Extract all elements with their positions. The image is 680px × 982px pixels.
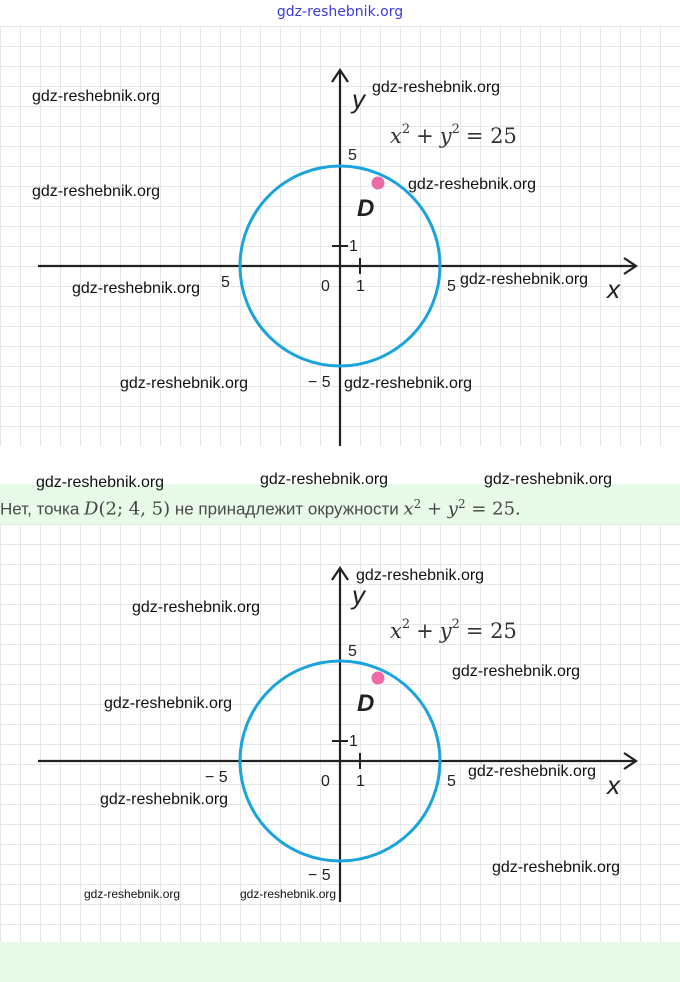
watermark: gdz-reshebnik.org [344,375,473,392]
watermark: gdz-reshebnik.org [452,663,581,680]
tick-y-1-label: 1 [349,733,358,750]
circle-equation: $x^2 + y^2 = 25$ [390,617,517,643]
origin-label: 0 [321,773,330,790]
watermark: gdz-reshebnik.org [240,887,337,901]
point-d [372,177,385,190]
watermark: gdz-reshebnik.org [72,280,201,297]
watermark: gdz-reshebnik.org [468,763,597,780]
tick-y-5-label: 5 [348,643,357,660]
watermark: gdz-reshebnik.org [132,599,261,616]
tick-y-neg5-label: − 5 [308,374,331,391]
answer-text: Нет, точка D(2; 4, 5) не принадлежит окружности $x^2 + y^2 = 25$. [0,497,521,520]
tick-x-5-label: 5 [447,773,456,790]
x-axis-label: x [607,274,620,304]
watermark: gdz-reshebnik.org [84,887,181,901]
tick-x-1-label: 1 [356,278,365,295]
circle-equation: $x^2 + y^2 = 25$ [390,122,517,148]
y-axis-label: y [352,580,365,610]
watermark: gdz-reshebnik.org [32,88,161,105]
circle-diagram-bottom [0,524,680,942]
y-axis-label: y [352,84,365,114]
watermark: gdz-reshebnik.org [408,176,537,193]
watermark: gdz-reshebnik.org [460,271,589,288]
watermark: gdz-reshebnik.org [356,567,485,584]
watermark: gdz-reshebnik.org [260,471,389,488]
tick-y-1-label: 1 [349,238,358,255]
tick-y-neg5-label: − 5 [308,867,331,884]
tick-x-neg5-label: 5 [221,274,230,291]
watermark: gdz-reshebnik.org [32,183,161,200]
watermark: gdz-reshebnik.org [484,471,613,488]
watermark: gdz-reshebnik.org [100,791,229,808]
x-axis-label: x [607,770,620,800]
watermark: gdz-reshebnik.org [104,695,233,712]
tick-x-1-label: 1 [356,773,365,790]
point-d-label: D [357,690,375,717]
site-header-watermark: gdz-reshebnik.org [276,4,404,20]
tick-x-5-label: 5 [447,278,456,295]
watermark: gdz-reshebnik.org [120,375,249,392]
watermark: gdz-reshebnik.org [372,79,501,96]
tick-x-neg5-label: − 5 [205,769,228,786]
diagram-panel-bottom [0,524,680,942]
watermark: gdz-reshebnik.org [492,859,621,876]
origin-label: 0 [321,278,330,295]
tick-y-5-label: 5 [348,147,357,164]
bottom-band [0,942,680,982]
point-d-label: D [357,195,375,222]
watermark: gdz-reshebnik.org [36,474,165,491]
point-d [372,672,385,685]
